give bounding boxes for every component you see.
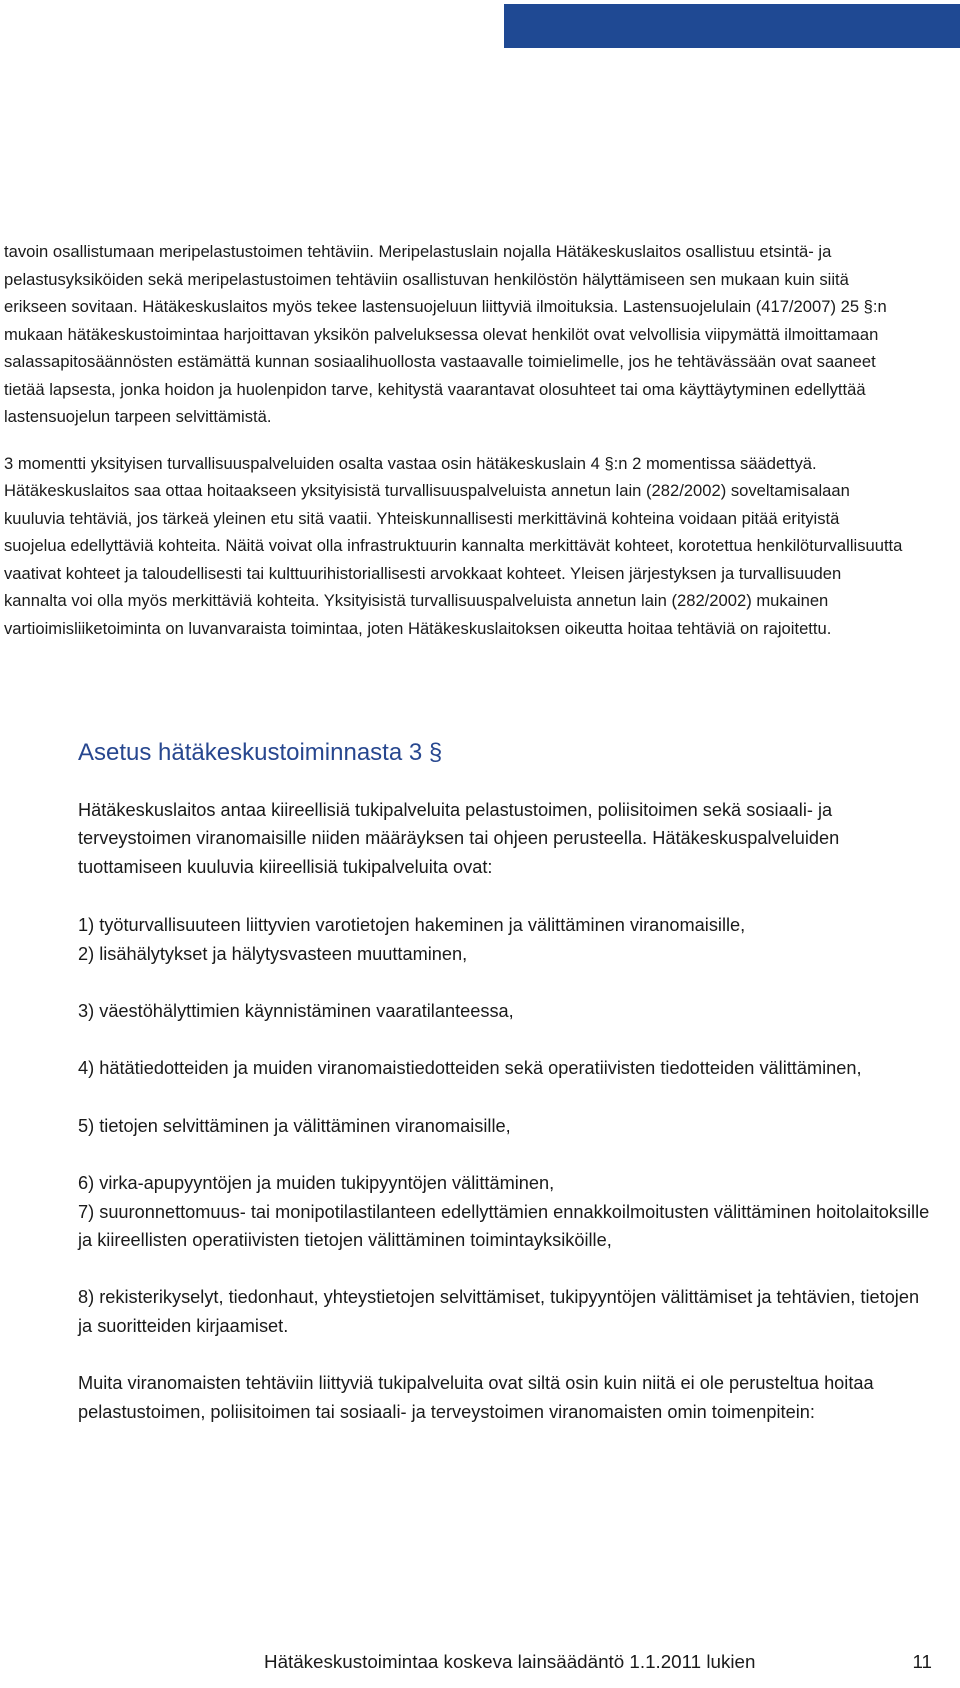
paragraph-lastensuojelu: tavoin osallistumaan meripelastustoimen tehtäviin. Meripelastuslain nojalla Hätäkeskuslaitos osallistuu etsintä- ja pelastusyksiköiden sekä meripelastustoimen tehtäviin osallistuvan henkilöstön hälyttämiseen sen mukaan kuin siitä erikseen sovitaan. Hätäkeskuslaitos myös tekee lastensuojeluun liittyviä ilmoituksia. Lastensuojelulain (417/2007) 25 §:n mukaan hätäkeskustoimintaa harjoittavan yksikön palveluksessa olevat henkilöt ovat velvollisia viipymättä ilmoittamaan salassapitosäännösten estämättä kunnan sosiaalihuollosta vastaavalle toimielimelle, jos he tehtävässään ovat saaneet tietää lapsesta, jonka hoidon ja huolenpidon tarve, kehitystä vaarantavat olosuhteet tai oma käyttäytyminen edellyttää lastensuojelun tarpeen selvittämistä.: [4, 242, 887, 426]
page-footer: [264, 1650, 932, 1674]
footer-title: Hätäkeskustoimintaa koskeva lainsäädäntö 1.1.2011 lukien: [264, 1651, 756, 1672]
header-accent-bar: [504, 4, 960, 48]
paragraph-yksityinen-turvallisuus: 3 momentti yksityisen turvallisuuspalveluiden osalta vastaa osin hätäkeskuslain 4 §:n 2 momentissa säädettyä. Hätäkeskuslaitos saa ottaa hoitaakseen yksityisistä turvallisuuspalveluista annetun lain (282/2002) soveltamisalaan kuuluvia tehtäviä, jos tärkeä yleinen etu sitä vaatii. Yhteiskunnallisesti merkittävinä kohteina voidaan pitää erityistä suojelua edellyttäviä kohteita. Näitä voivat olla infrastruktuurin kannalta merkittävät kohteet, korotettua henkilöturvallisuutta vaativat kohteet ja taloudellisesti tai kulttuurihistoriallisesti arvokkaat kohteet. Yleisen järjestyksen ja turvallisuuden kannalta voi olla myös merkittäviä kohteita. Yksityisistä turvallisuuspalveluista annetun lain (282/2002) mukainen vartioimisliiketoiminta on luvanvaraista toimintaa, joten Hätäkeskuslaitoksen oikeutta hoitaa tehtäviä on rajoitettu.: [4, 453, 903, 638]
list-item-8: 8) rekisterikyselyt, tiedonhaut, yhteystietojen selvittämiset, tukipyyntöjen välittämiset ja tehtävien, tietojen ja suoritteiden kirjaamiset.: [78, 1287, 920, 1336]
decree-section: [78, 738, 930, 1426]
list-item-3: 3) väestöhälyttimien käynnistäminen vaaratilanteessa,: [78, 1001, 514, 1022]
section-closing: Muita viranomaisten tehtäviin liittyviä tukipalveluita ovat siltä osin kuin niitä ei ole perusteltua hoitaa pelastustoimen, poliisitoimen tai sosiaali- ja terveystoimen viranomaisten omin toimenpitein:: [78, 1373, 874, 1422]
list-item-4: 4) hätätiedotteiden ja muiden viranomaistiedotteiden sekä operatiivisten tiedotteiden välittäminen,: [78, 1058, 862, 1079]
page-number: 11: [912, 1651, 932, 1672]
list-item-7: 7) suuronnettomuus- tai monipotilastilanteen edellyttämien ennakkoilmoitusten välittäminen hoitolaitoksille ja kiireellisten operatiivisten tietojen välittäminen toimintayksiköille,: [78, 1201, 930, 1251]
section-intro: Hätäkeskuslaitos antaa kiireellisiä tukipalveluita pelastustoimen, poliisitoimen sekä sosiaali- ja terveystoimen viranomaisille niiden määräyksen tai ohjeen perusteella. Hätäkeskuspalveluiden tuottamiseen kuuluvia kiireellisiä tukipalveluita ovat:: [78, 800, 840, 877]
section-heading: Asetus hätäkeskustoiminnasta 3 §: [78, 739, 443, 766]
list-item-2: 2) lisähälytykset ja hälytysvasteen muuttaminen,: [78, 943, 468, 964]
list-item-5: 5) tietojen selvittäminen ja välittäminen viranomaisille,: [78, 1115, 511, 1136]
body-text-block: [4, 238, 904, 642]
list-item-6: 6) virka-apupyyntöjen ja muiden tukipyyntöjen välittäminen,: [78, 1173, 555, 1194]
list-item-1: 1) työturvallisuuteen liittyvien varotietojen hakeminen ja välittäminen viranomaisille,: [78, 915, 746, 936]
